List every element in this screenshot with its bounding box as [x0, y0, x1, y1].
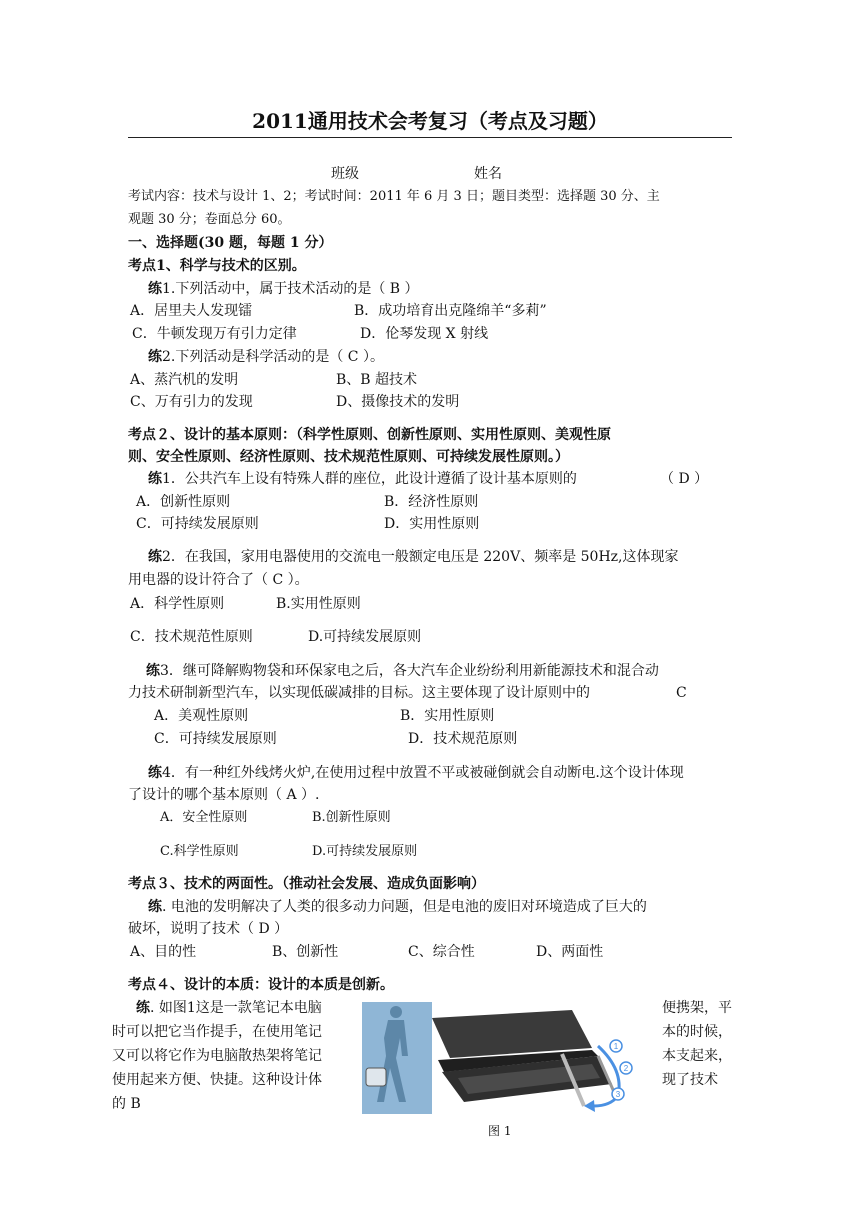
option: C．牛顿发现万有引力定律 — [132, 326, 297, 342]
kp4-q-left-line-2: 时可以把它当作提手，在使用笔记 — [112, 1024, 322, 1040]
option: D．技术规范原则 — [408, 731, 518, 747]
question-text: 1．公共汽车上设有特殊人群的座位，此设计遵循了设计基本原则的 — [162, 471, 577, 487]
kp4-q-left-line-5: 的 B — [112, 1096, 141, 1112]
intro-line-1: 考试内容：技术与设计 1、2；考试时间：2011 年 6 月 3 日；题目类型：选择题 30 分、主 — [128, 189, 660, 204]
kp3-heading: 考点３、技术的两面性。（推动社会发展、造成负面影响） — [128, 876, 485, 892]
option: D．实用性原则 — [384, 516, 480, 532]
kp1-q2-stem — [148, 346, 384, 368]
question-text: . 电池的发明解决了人类的很多动力问题，但是电池的废旧对环境造成了巨大的 — [162, 899, 647, 915]
practice-prefix: 练 — [148, 899, 162, 915]
option: D.可持续发展原则 — [312, 844, 418, 859]
kp2-q3-stem-line-2: 力技术研制新型汽车，以实现低碳减排的目标。这主要体现了设计原则中的 — [128, 685, 590, 701]
option: D、摄像技术的发明 — [336, 394, 460, 410]
question-text: . 如图1这是一款笔记本电脑 — [150, 1000, 322, 1016]
option: D．伦琴发现 X 射线 — [360, 326, 489, 342]
kp3-q-stem-line-1 — [148, 896, 647, 918]
option: C.科学性原则 — [160, 844, 239, 859]
kp4-q-left-line-1 — [136, 997, 322, 1019]
figure-caption: 图 1 — [488, 1124, 512, 1138]
kp1-heading: 考点1、科学与技术的区别。 — [128, 258, 306, 274]
kp4-q-right-line-4: 现了技术 — [662, 1072, 718, 1088]
option: A．美观性原则 — [154, 708, 249, 724]
arrow-head-icon — [584, 1100, 595, 1112]
option: A．创新性原则 — [136, 494, 231, 510]
option: A．科学性原则 — [130, 596, 225, 612]
kp2-heading-line-1: 考点２、设计的基本原则：（科学性原则、创新性原则、实用性原则、美观性原 — [128, 427, 611, 443]
kp2-q1-stem — [148, 468, 577, 490]
section-heading: 一、选择题(30 题，每题 1 分） — [128, 235, 333, 251]
option: B．成功培育出克隆绵羊“多莉” — [354, 303, 547, 319]
kp2-q3-stem-line-1 — [146, 660, 659, 682]
kp2-q4-stem-line-1 — [148, 762, 684, 784]
kp4-heading: 考点４、设计的本质：设计的本质是创新。 — [128, 977, 394, 993]
question-text: 3．继可降解购物袋和环保家电之后，各大汽车企业纷纷利用新能源技术和混合动 — [160, 663, 659, 679]
practice-prefix: 练 — [146, 663, 160, 679]
option: B、创新性 — [272, 944, 339, 960]
kp2-q2-stem-line-1 — [148, 546, 679, 568]
question-text: 2．在我国，家用电器使用的交流电一般额定电压是 220V、频率是 50Hz,这体现家 — [162, 549, 679, 565]
kp2-q2-stem-line-2: 用电器的设计符合了（ C ）。 — [128, 572, 309, 588]
question-text: 2.下列活动是科学活动的是（ C ）。 — [162, 349, 384, 365]
kp4-q-right-line-1: 便携架，平 — [662, 1000, 732, 1016]
option: B．实用性原则 — [400, 708, 495, 724]
option: B、B 超技术 — [336, 372, 418, 388]
walking-person-panel — [362, 1002, 432, 1114]
option: A．安全性原则 — [160, 810, 248, 825]
option: B.创新性原则 — [312, 810, 391, 825]
practice-prefix: 练 — [148, 765, 162, 781]
kp2-q4-stem-line-2: 了设计的哪个基本原则（ A ）. — [128, 787, 320, 803]
question-text: 1.下列活动中，属于技术活动的是（ B ） — [162, 281, 419, 297]
kp1-q1-stem — [148, 278, 419, 300]
option: C、万有引力的发现 — [130, 394, 253, 410]
practice-prefix: 练 — [148, 471, 162, 487]
kp4-q-right-line-2: 本的时候， — [662, 1024, 732, 1040]
practice-prefix: 练 — [148, 549, 162, 565]
handbag-icon — [366, 1068, 386, 1086]
option: C、综合性 — [408, 944, 475, 960]
option: C．可持续发展原则 — [136, 516, 259, 532]
kp3-q-stem-line-2: 破坏，说明了技术（ D ） — [128, 921, 289, 937]
step-label: 1 — [613, 1042, 619, 1051]
practice-prefix: 练 — [148, 349, 162, 365]
title-divider — [128, 137, 732, 138]
kp4-q-left-line-4: 使用起来方便、快捷。这种设计体 — [112, 1072, 322, 1088]
option: D.可持续发展原则 — [308, 629, 422, 645]
figure-laptop-stand — [362, 998, 652, 1116]
answer-mark: （ D ） — [660, 471, 709, 487]
option: C．技术规范性原则 — [130, 629, 253, 645]
question-text: 4．有一种红外线烤火炉,在使用过程中放置不平或被碰倒就会自动断电.这个设计体现 — [162, 765, 684, 781]
laptop-lid — [432, 1010, 592, 1058]
option: B.实用性原则 — [276, 596, 361, 612]
kp4-q-right-line-3: 本支起来， — [662, 1048, 732, 1064]
practice-prefix: 练 — [136, 1000, 150, 1016]
kp4-q-left-line-3: 又可以将它作为电脑散热架将笔记 — [112, 1048, 322, 1064]
kp2-heading-line-2: 则、安全性原则、经济性原则、技术规范性原则、可持续发展性原则。） — [128, 449, 569, 465]
practice-prefix: 练 — [148, 281, 162, 297]
name-label: 姓名 — [474, 166, 502, 182]
class-label: 班级 — [331, 166, 359, 182]
option: C．可持续发展原则 — [154, 731, 277, 747]
step-label: 2 — [623, 1064, 629, 1073]
laptop-illustration — [362, 998, 652, 1116]
option: A、目的性 — [130, 944, 197, 960]
answer-mark: C — [676, 685, 687, 701]
intro-line-2: 观题 30 分；卷面总分 60。 — [128, 212, 291, 227]
page-title: 2011通用技术会考复习（考点及习题） — [252, 109, 608, 133]
option: D、两面性 — [536, 944, 604, 960]
step-label: 3 — [615, 1090, 621, 1099]
option: B．经济性原则 — [384, 494, 479, 510]
option: A、蒸汽机的发明 — [130, 372, 239, 388]
option: A．居里夫人发现镭 — [130, 303, 253, 319]
